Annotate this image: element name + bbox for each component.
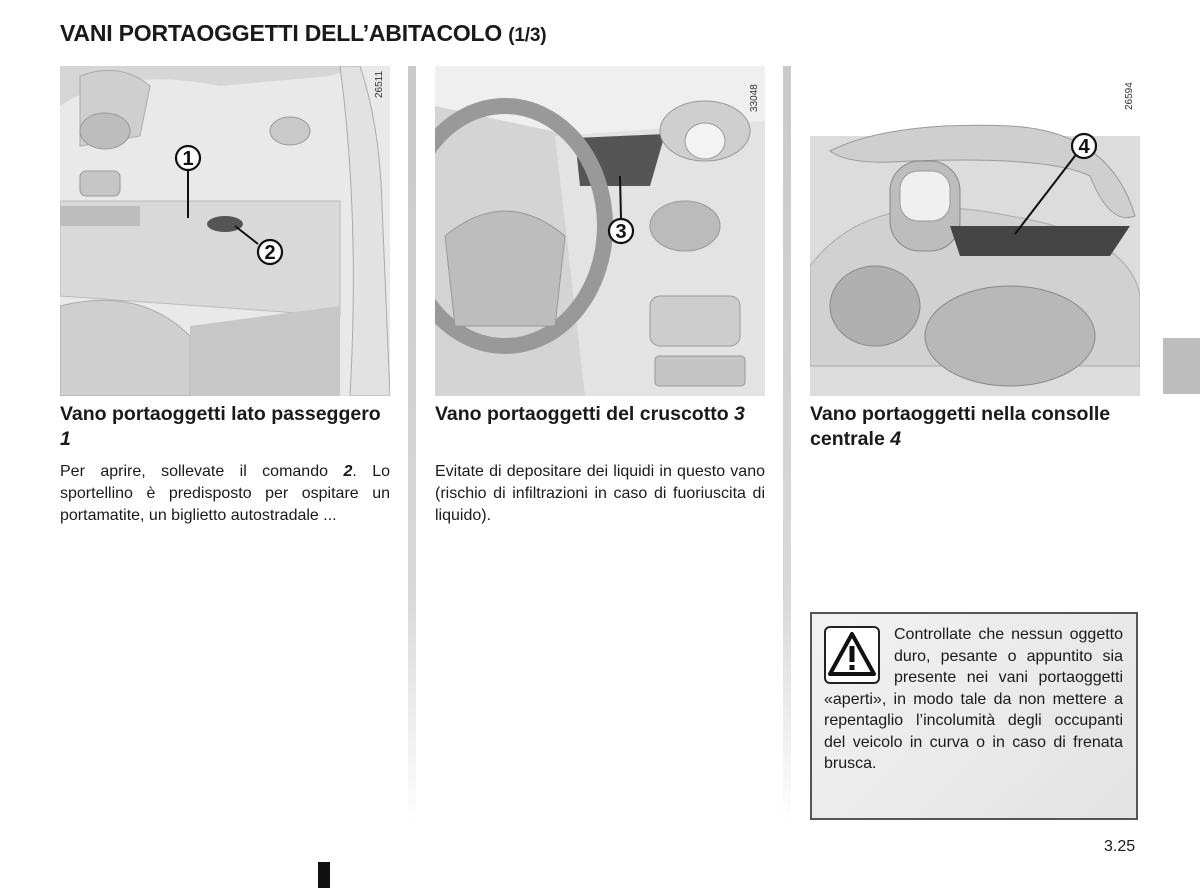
page-number: 3.25 xyxy=(1104,838,1136,855)
warning-box xyxy=(810,612,1138,820)
heading-ref: 1 xyxy=(60,428,71,450)
section-heading-dashboard xyxy=(435,402,765,427)
page-part: (1/3) xyxy=(508,25,547,46)
callout-3-label: 3 xyxy=(615,221,627,243)
illustration-dashboard-compartment xyxy=(435,66,765,396)
body-text-part: . Lo sportellino è predisposto per ospitare un portamatite, un biglietto autostradale ... xyxy=(60,463,391,524)
body-ref: 2 xyxy=(343,463,353,480)
section-heading-passenger xyxy=(60,402,390,452)
figure-code: 33048 xyxy=(749,84,760,112)
body-text-part: Per aprire, sollevate il comando xyxy=(60,463,344,480)
figure-code: 26594 xyxy=(1124,82,1135,110)
heading-text: Vano portaoggetti nella consolle centrale xyxy=(810,403,1111,450)
body-text-dashboard: Evitate di depositare dei liquidi in questo vano (rischio di infiltrazioni in caso di fuoriuscita di liquido). xyxy=(435,463,765,524)
column-divider xyxy=(408,66,416,826)
page-title-text: VANI PORTAOGGETTI DELL’ABITACOLO xyxy=(60,20,503,46)
heading-text: Vano portaoggetti del cruscotto xyxy=(435,403,729,425)
callout-4-label: 4 xyxy=(1078,136,1090,158)
callout-2-label: 2 xyxy=(264,242,276,264)
page-title xyxy=(60,20,546,47)
bottom-marker xyxy=(318,862,330,888)
figure-code: 26511 xyxy=(374,70,385,98)
section-heading-console xyxy=(810,402,1140,452)
heading-ref: 3 xyxy=(734,403,745,425)
warning-text: Controllate che nessun oggetto duro, pesante o appuntito sia presente nei vani portaoggetti «aperti», in modo tale da non mettere a repentaglio l’incolumità degli occupanti del veicolo in curva o in caso di frenata brusca. xyxy=(824,626,1123,772)
heading-ref: 4 xyxy=(890,428,902,450)
callout-1-label: 1 xyxy=(182,148,194,170)
side-thumb-tab xyxy=(1163,338,1200,394)
warning-triangle-icon xyxy=(824,626,880,684)
illustration-passenger-glovebox xyxy=(60,66,390,396)
column-divider xyxy=(783,66,791,826)
heading-text: Vano portaoggetti lato passeggero xyxy=(60,403,381,425)
body-text-passenger xyxy=(60,461,390,527)
illustration-central-console xyxy=(810,66,1140,396)
